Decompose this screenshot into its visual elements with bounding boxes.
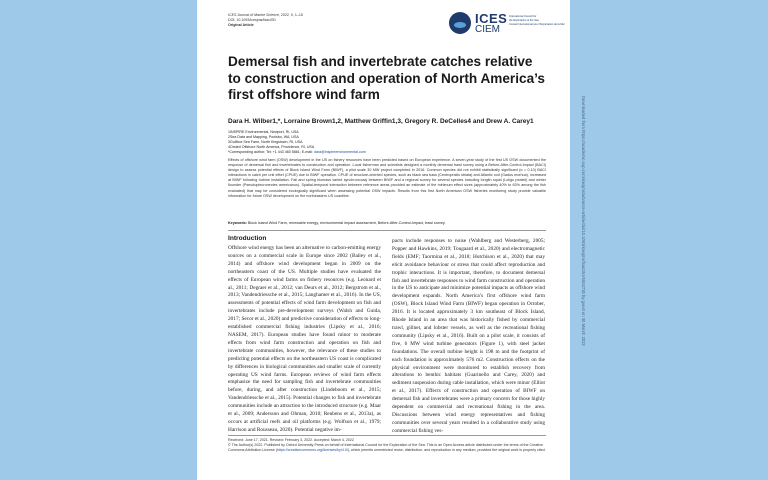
keywords-label: Keywords: — [228, 221, 247, 225]
license-link[interactable]: https://creativecommons.org/licenses/by/4.0/ — [276, 448, 348, 452]
body-column-left: Offshore wind energy has been an alternative to carbon-emitting energy sources on a commercial scale in Europe since 2002 (Bailey et al., 2014) and offshore wind development began in 2009 on the northeastern coast of the US. Multiple studies have evaluated the effects of European wind farms on fishery resources (e.g. Leonard et al., 2011; Degraer et al., 2012; van Deurs et al., 2012; Bergstrom et al., 2013; Vandendriessche et al., 2015; Langhamer et al., 2016). In the US, assessments of potential effects of wind farm development on fish and invertebrates include pre-development surveys (Walsh and Guida, 2017; Secor et al., 2020) and predictive consideration of effects to long-established commercial fishing industries (Lipsky et al., 2016; NASEM, 2017). European studies have found minor to moderate effects from wind farm construction and operation on fish and invertebrate communities, however, the relevance of these studies to predicting potential effects on the northeastern US coast is complicated by differences in biological communities and smaller scale of currently operating US wind farms. European reviews of wind farm effects emphasize the need for sampling fish and invertebrate communities before, during, and after construction (Lindeboom et al., 2015; Vandendriessche et al., 2015). Potential changes to fish and invertebrate communities include an attraction to the introduced structure (e.g. Maar et al., 2009; Andersson and Ohman, 2010; Reubens et al., 2013a), as occurs at artificial reefs and oil platforms (e.g. Wolfson et al., 1979; Harrison and Rousseau, 2020). Potential negative im- — [228, 245, 381, 433]
article-page — [197, 0, 570, 480]
copyright-text: © The Author(s) 2022. Published by Oxford University Press on behalf of International Council for the Exploration of the Sea. This is an Open Access article distributed under the terms of the Creative Commons Attribution License ( — [228, 443, 543, 452]
introduction-heading: Introduction — [228, 235, 267, 242]
divider — [228, 230, 546, 231]
abstract: Effects of offshore wind farm (OSW) development in the US on fishery resources have been predicted based on European experience. A seven-year study of the first US OSW documented the response of demersal fish and invertebrates to construction and operation. Local fisherman and scientists designed a monthly demersal trawl survey using a Before-After-Control-Impact (BACI) design to assess potential effects of Block Island Wind Farm (BIWF), a pilot scale 30 MW project completed in 2016. Common species did not exhibit statistically significant (α = 0.10) BACI interactions in catch per unit effort (CPUE) due to BIWF operation. CPUE of structure-oriented species, such as black sea bass (Centropristis striata) and Atlantic cod (Gadus morhua), increased at BIWF following turbine installation. Fall and spring biomass varied synchronously between BIWF and a regional survey for several species including longfin squid (Loligo pealeii) and winter flounder (Pseudopleuronectes americanus). Spatial-temporal interaction between reference areas provided an estimate of the minimum effect sizes (approximately 40% to 63% among the fish evaluated) that may be considered ecologically significant when assessing potential OSW impacts. Results from this first North American OSW fisheries monitoring study provide valuable information for future OSW development on the northeastern US coastline. — [228, 158, 546, 198]
corresponding-text: *Corresponding author: Tel: +1 443 460 5861; E-mail: — [228, 150, 314, 154]
logo-line-1: International Council for — [509, 15, 537, 18]
article-type: Original Article — [228, 23, 254, 27]
logo-ciem-text: CIEM — [475, 24, 500, 35]
journal-header — [228, 13, 303, 28]
received-dates: Received: June 17, 2021. Revised: February 3, 2022. Accepted: March 4, 2022 — [228, 438, 354, 442]
author-list: Dara H. Wilber1,*, Lorraine Brown1,2, Matthew Griffin1,3, Gregory R. DeCelles4 and Drew A. Carey1 — [228, 118, 534, 125]
article-title: Demersal fish and invertebrate catches relative to construction and operation of North America’s first offshore wind farm — [228, 54, 545, 102]
article-footer — [228, 438, 546, 453]
affiliation-4: 4Orsted Offshore North America, Providence, RI, USA — [228, 145, 315, 149]
corresponding-author — [228, 150, 366, 155]
keywords-text: Block Island Wind Farm, renewable energy, environmental impact assessment, Before-After-Control-Impact, trawl survey. — [246, 221, 446, 225]
journal-doi[interactable]: DOI: 10.1093/icesjms/fsac051 — [228, 18, 276, 22]
ices-globe-icon — [449, 12, 471, 34]
email-link[interactable]: dara@inspireenvironmental.com — [313, 150, 366, 154]
body-column-right: pacts include responses to noise (Wahlberg and Westerberg, 2005; Popper and Hawkins, 2019; Tougaard et al., 2020) and electromagnetic fields (EMF; Taormina et al., 2018; Hutchison et al., 2020) that may elicit avoidance behaviour or stress that could affect reproduction and trophic interactions. It is important, therefore, to document demersal fish and invertebrate responses to wind farm construction and operation in the US to anticipate and minimize potential impacts as offshore wind development expands. North America’s first offshore wind farm (OSW), Block Island Wind Farm (BIWF) began operation in October, 2016. It is located approximately 3 km southeast of Block Island, Rhode Island in an area that was historically fished by commercial trawl, gillnet, and lobster vessels, as well as the recreational fishing community (Lipsky et al., 2016). Built on a pilot scale, it consists of five, 6 MW wind turbine generators (Figure 1), with steel jacket foundations. The overall turbine height is 198 m and the footprint of each foundation is approximately 576 m2. Construction effects on the physical environment were monitored to establish recovery from alterations to benthic habitats (Guarinello and Carey, 2020) and sediment suspension during cable installation, which were minor (Elliot et al., 2017). Effects of construction and operation of BIWF on demersal fish and invertebrates were a primary concern for those highly dependent on commercial and recreational fishing in the area. Discussions between wind energy representatives and fishing communities over several years resulted in a collaborative study using commercial fishing ves- — [392, 238, 545, 434]
footer-divider — [228, 435, 546, 436]
keywords — [228, 221, 546, 225]
logo-ices-text: ICES — [475, 11, 508, 26]
journal-citation: , 2022, 0, 1–15 — [278, 13, 303, 17]
affiliation-3: 3Gulfbox Sea Farm, North Kingstown, RI, USA — [228, 140, 303, 144]
copyright-end-text: ), which permits unrestricted reuse, distribution, and reproduction in any medium, provided the original work is properly cited. — [347, 448, 546, 452]
ices-logo[interactable] — [449, 11, 565, 38]
affiliation-2: 2Sea Data and Mapping, Poolsbo, WA, USA — [228, 135, 299, 139]
affiliations — [228, 130, 366, 155]
copyright-notice — [228, 443, 546, 453]
journal-name[interactable]: ICES Journal of Marine Science — [228, 13, 279, 17]
affiliation-1: 1INSPIRE Environmental, Newport, RI, USA — [228, 130, 299, 134]
logo-line-2: the Exploration of the Sea — [509, 19, 539, 22]
logo-line-3: Conseil International pour l'Exploration de la Mer — [509, 23, 565, 26]
download-watermark: Downloaded from https://academic.oup.com/icesjms/advance-article/doi/10.1093/icesjms/fsac051/6553730 by guest on 30 March 2022 — [581, 96, 586, 346]
